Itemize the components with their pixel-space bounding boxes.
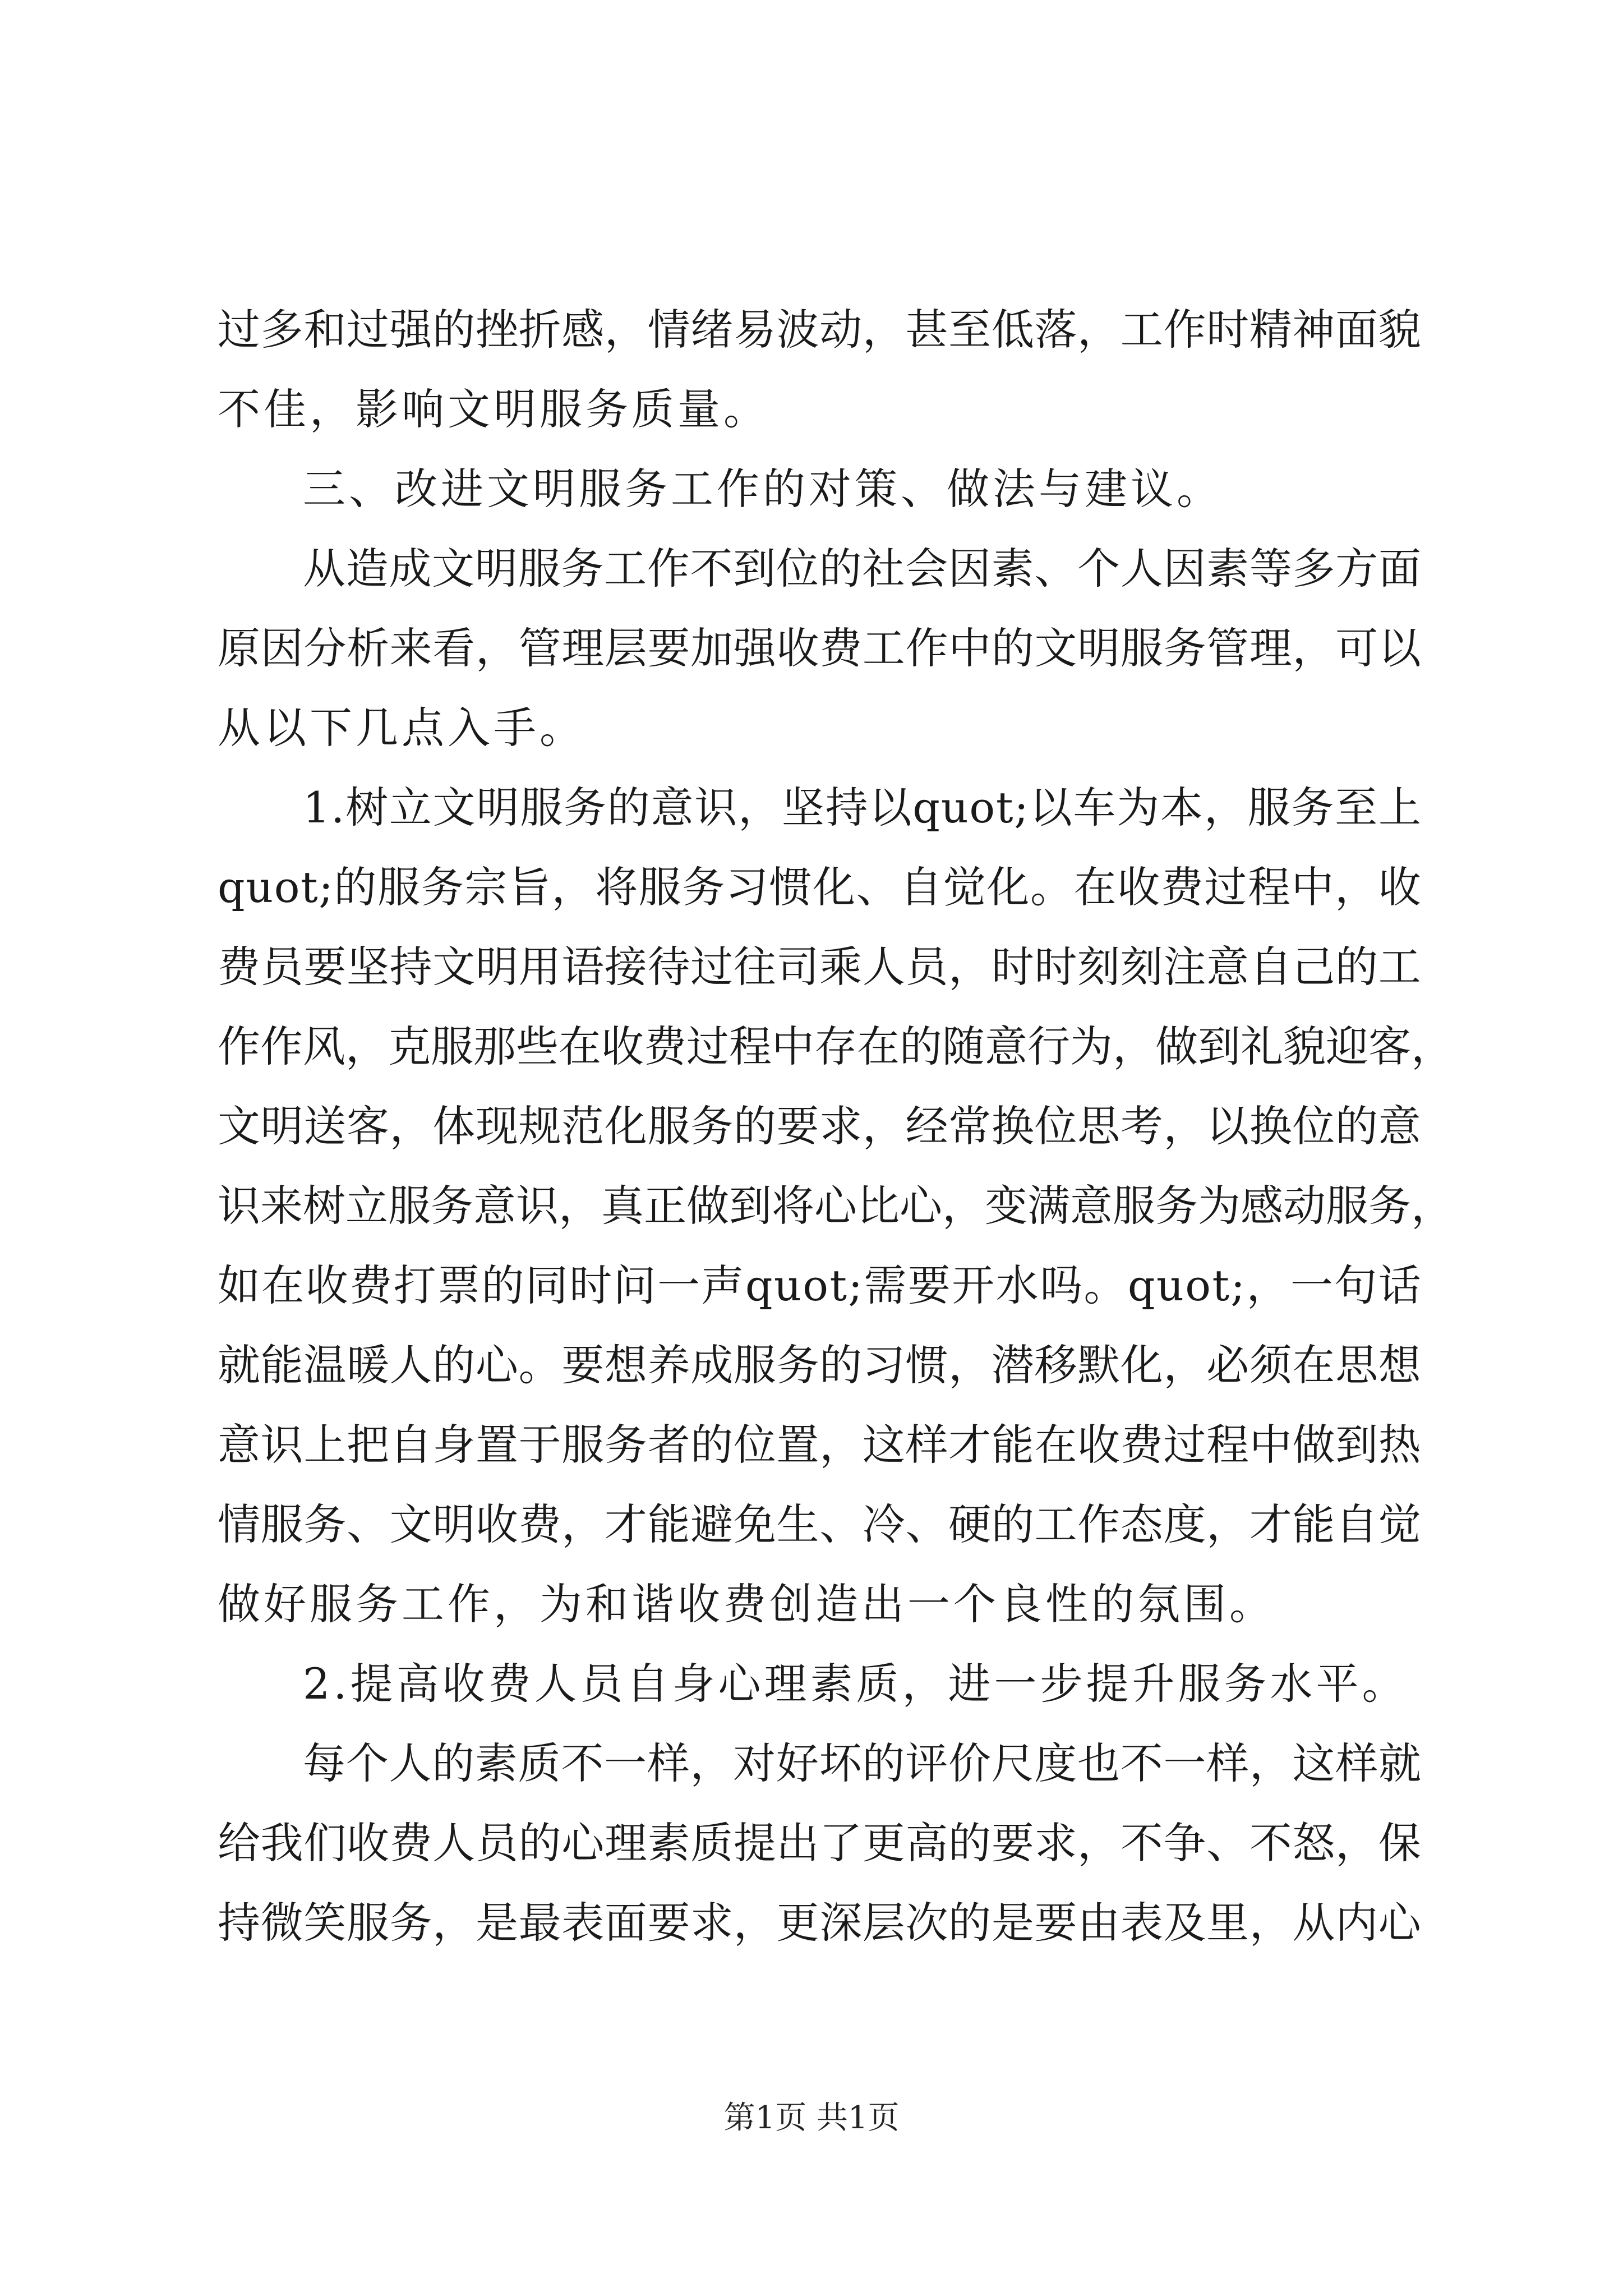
text-line: 做好服务工作，为和谐收费创造出一个良性的氛围。 bbox=[218, 1579, 1275, 1629]
text-line: 从 造 成 文 明 服 务 工 作 不 到 位 的 社 会 因 素 、 个 人 因 素 等 多 方 面 bbox=[303, 544, 1421, 593]
page-footer: 第1页 共1页 bbox=[723, 2100, 900, 2136]
text-line: 给 我 们 收 费 人 员 的 心 理 素 质 提 出 了 更 高 的 要 求 ， 不 争 、 不 怒 ， 保 bbox=[218, 1818, 1421, 1868]
text-line: 持 微 笑 服 务 ， 是 最 表 面 要 求 ， 更 深 层 次 的 是 要 由 表 及 里 ， 从 内 心 bbox=[218, 1898, 1421, 1948]
text-line: 意 识 上 把 自 身 置 于 服 务 者 的 位 置 ， 这 样 才 能 在 收 费 过 程 中 做 到 热 bbox=[218, 1420, 1421, 1470]
text-line: 从以下几点入手。 bbox=[218, 703, 585, 753]
text-line: 作 作 风 ， 克 服 那 些 在 收 费 过 程 中 存 在 的 随 意 行 为 ， 做 到 礼 貌 迎 客 ， bbox=[218, 1022, 1454, 1071]
text-line: 不佳，影响文明服务质量。 bbox=[218, 384, 769, 434]
text-line: 识 来 树 立 服 务 意 识 ， 真 正 做 到 将 心 比 心 ， 变 满 意 服 务 为 感 动 服 务 ， bbox=[218, 1181, 1454, 1231]
text-line: 情 服 务 、 文 明 收 费 ， 才 能 避 免 生 、 冷 、 硬 的 工 作 态 度 ， 才 能 自 觉 bbox=[218, 1499, 1421, 1549]
text-line: 如 在 收 费 打 票 的 同 时 问 一 声 q u o t ; 需 要 开 水 吗 。 q u o t ; ， 一 句 话 bbox=[218, 1260, 1421, 1310]
section-heading: 2.提高收费人员自身心理素质，进一步提升服务水平。 bbox=[303, 1659, 1408, 1709]
text-line: 文 明 送 客 ， 体 现 规 范 化 服 务 的 要 求 ， 经 常 换 位 思 考 ， 以 换 位 的 意 bbox=[218, 1101, 1421, 1151]
section-heading: 三、改进文明服务工作的对策、做法与建议。 bbox=[303, 464, 1223, 514]
text-line: 原 因 分 析 来 看 ， 管 理 层 要 加 强 收 费 工 作 中 的 文 明 服 务 管 理 ， 可 以 bbox=[218, 623, 1421, 673]
text-line: 费 员 要 坚 持 文 明 用 语 接 待 过 往 司 乘 人 员 ， 时 时 刻 刻 注 意 自 己 的 工 bbox=[218, 942, 1421, 992]
text-line: 1 . 树 立 文 明 服 务 的 意 识 ， 坚 持 以 q u o t ; 以 车 为 本 ， 服 务 至 上 bbox=[303, 783, 1421, 832]
text-line: 就 能 温 暖 人 的 心 。 要 想 养 成 服 务 的 习 惯 ， 潜 移 默 化 ， 必 须 在 思 想 bbox=[218, 1340, 1421, 1390]
text-line: 过 多 和 过 强 的 挫 折 感 ， 情 绪 易 波 动 ， 甚 至 低 落 ， 工 作 时 精 神 面 貌 bbox=[218, 305, 1421, 355]
text-line: q u o t ; 的 服 务 宗 旨 ， 将 服 务 习 惯 化 、 自 觉 化 。 在 收 费 过 程 中 ， 收 bbox=[218, 862, 1421, 912]
text-line: 每 个 人 的 素 质 不 一 样 ， 对 好 坏 的 评 价 尺 度 也 不 一 样 ， 这 样 就 bbox=[303, 1738, 1421, 1788]
